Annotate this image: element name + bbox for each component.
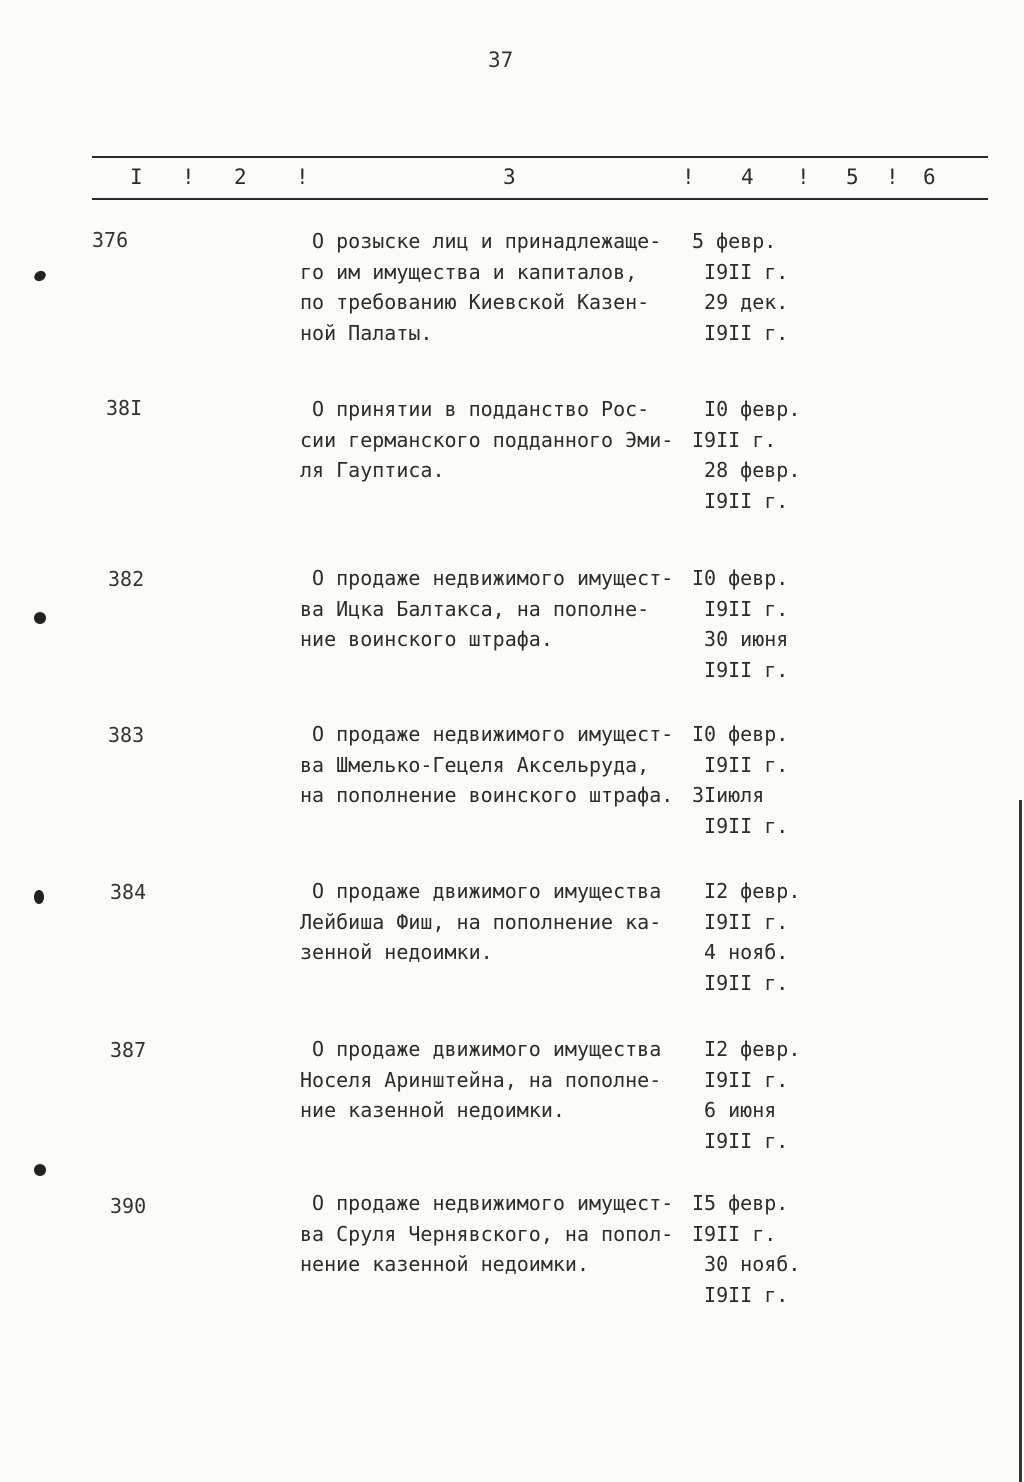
header-separator: ! [182,165,195,189]
entry-number: 376 [92,228,129,252]
entry-description: О принятии в подданство Рос- сии германского подданного Эми- ля Гауптиса. [300,397,674,482]
entry-description: О продаже недвижимого имущест- ва Ицка Балтакса, на пополне- ние воинского штрафа. [300,566,674,651]
header-col-2: 2 [234,165,247,189]
header-col-5: 5 [846,165,859,189]
entry-description: О продаже движимого имущества Лейбиша Фиш, на пополнение ка- зенной недоимки. [300,879,662,964]
header-separator: ! [886,165,899,189]
header-separator: ! [296,165,309,189]
entry-description: О продаже недвижимого имущест- ва Шмелько-Гецеля Аксельруда, на пополнение воинского штрафа. [300,722,674,807]
entry-number: 383 [108,723,145,747]
punch-hole [34,612,46,624]
entry-dates: 5 февр. I9II г. 29 дек. I9II г. [692,229,789,345]
entry-description: О продаже недвижимого имущест- ва Сруля Чернявского, на попол- нение казенной недоимки. [300,1191,674,1276]
entry-number: 38I [106,396,143,420]
entry-dates: I5 февр. I9II г. 30 нояб. I9II г. [692,1191,801,1307]
table-top-rule [92,156,988,158]
entry-number: 390 [110,1194,147,1218]
header-col-3: 3 [503,165,516,189]
entry-dates: I2 февр. I9II г. 6 июня I9II г. [704,1037,801,1153]
entry-description: О розыске лиц и принадлежаще- го им имущества и капиталов, по требованию Киевской Казен- ной Палаты. [300,229,662,345]
entry-number: 387 [110,1038,147,1062]
entry-dates: I0 февр. I9II г. 30 июня I9II г. [692,566,789,682]
entry-number: 382 [108,567,145,591]
header-col-4: 4 [741,165,754,189]
punch-hole [34,890,44,904]
header-separator: ! [682,165,695,189]
table-header-rule [92,198,988,200]
scan-edge-line [1019,800,1022,1482]
entry-number: 384 [110,880,147,904]
entry-dates: I0 февр. I9II г. 28 февр. I9II г. [692,397,801,513]
header-col-6: 6 [923,165,936,189]
entry-dates: I2 февр. I9II г. 4 нояб. I9II г. [704,879,801,995]
entry-description: О продаже движимого имущества Носеля Аринштейна, на пополне- ние казенной недоимки. [300,1037,662,1122]
header-separator: ! [797,165,810,189]
entry-dates: I0 февр. I9II г. 3Iиюля I9II г. [692,722,789,838]
punch-hole [32,269,47,283]
header-col-1: I [130,165,143,189]
punch-hole [34,1164,46,1176]
page-number: 37 [488,48,514,72]
